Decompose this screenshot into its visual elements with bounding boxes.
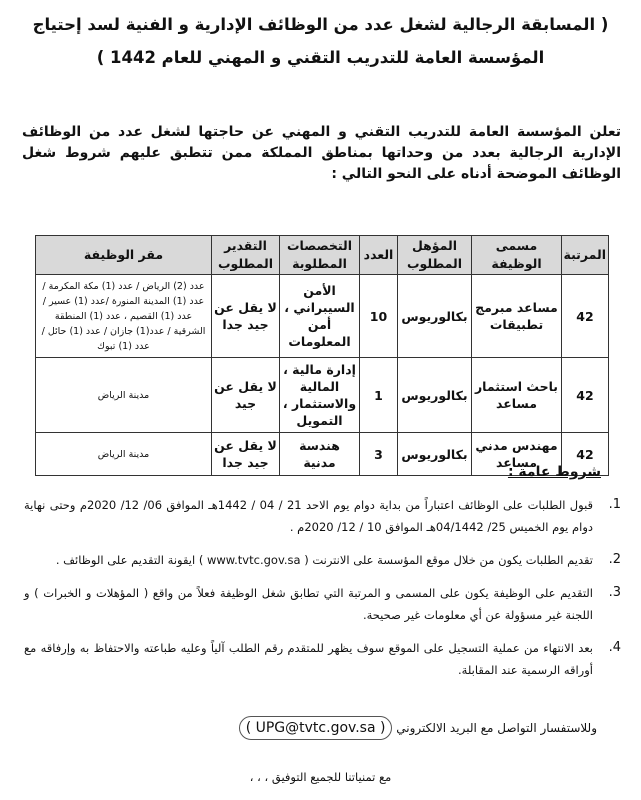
cell-specialties: هندسة مدنية bbox=[280, 433, 360, 476]
intro-paragraph: تعلن المؤسسة العامة للتدريب التقني و المهني عن حاجتها لشغل عدد من الوظائف الإدارية الرجالية بعدد من وحداتها بمناطق المملكة ممن تتطبق عليهم شروط شغل الوظائف الموضحة أدناه على النحو التالي : bbox=[22, 124, 621, 182]
cell-grade: لا يقل عن جيد جدا bbox=[212, 275, 280, 358]
header-job-title: مسمى الوظيفة bbox=[472, 236, 562, 275]
header-count: العدد bbox=[360, 236, 398, 275]
cell-count: 10 bbox=[360, 275, 398, 358]
title-line-2: المؤسسة العامة للتدريب التقني و المهني للعام 1442 ) bbox=[96, 48, 545, 67]
list-item bbox=[24, 494, 621, 538]
table-header-row bbox=[36, 236, 609, 275]
cell-qualification: بكالوريوس bbox=[398, 358, 472, 433]
item-text: قبول الطلبات على الوظائف اعتباراً من بداية دوام يوم الاحد 21 / 04 / 1442هـ الموافق 06/ 12/ 2020م وحتى نهاية دوام يوم الخميس 25/ 04/1442هـ الموافق 10 / 12/ 2020م . bbox=[24, 498, 594, 534]
list-item bbox=[24, 582, 621, 626]
header-grade: التقدير المطلوب bbox=[212, 236, 280, 275]
table-row bbox=[36, 358, 609, 433]
item-number: 4. bbox=[608, 640, 621, 655]
cell-rank: 42 bbox=[562, 358, 609, 433]
cell-rank: 42 bbox=[562, 275, 609, 358]
item-number: 2. bbox=[608, 552, 621, 567]
list-item bbox=[24, 549, 621, 571]
header-location: مقر الوظيفة bbox=[36, 236, 212, 275]
conditions-list bbox=[24, 494, 621, 692]
item-text: بعد الانتهاء من عملية التسجيل على الموقع سوف يظهر للمتقدم رقم الطلب آلياً وعليه طباعته والاحتفاظ به وإرفاقه مع أوراقه الرسمية عند المقابلة. bbox=[24, 641, 593, 677]
item-number: 3. bbox=[608, 585, 621, 600]
cell-location: عدد (2) الرياض / عدد (1) مكة المكرمة / عدد (1) المدينة المنورة /عدد (1) عسير /عدد (1) القصيم ، عدد (1) المنطقة الشرقية / عدد(1) جازان / عدد (1) حائل / عدد (1) تبوك bbox=[36, 275, 212, 358]
cell-count: 3 bbox=[360, 433, 398, 476]
cell-location: مدينة الرياض bbox=[36, 433, 212, 476]
cell-count: 1 bbox=[360, 358, 398, 433]
cell-location: مدينة الرياض bbox=[36, 358, 212, 433]
list-item bbox=[24, 637, 621, 681]
contact-line bbox=[239, 716, 597, 740]
cell-grade: لا يقل عن جيد جدا bbox=[212, 433, 280, 476]
header-qualification: المؤهل المطلوب bbox=[398, 236, 472, 275]
header-specialties: التخصصات المطلوبة bbox=[280, 236, 360, 275]
jobs-table bbox=[35, 235, 609, 476]
item-text: التقديم على الوظيفة يكون على المسمى و المرتبة التي تطابق شغل الوظيفة فعلاً من واقع ( المؤهلات و الخبرات ) و اللجنة غير مسؤولة عن أي معلومات غير صحيحة. bbox=[24, 586, 593, 622]
cell-specialties: الأمن السيبراني ، أمن المعلومات bbox=[280, 275, 360, 358]
cell-grade: لا يقل عن جيد bbox=[212, 358, 280, 433]
conditions-heading: شروط عامة : bbox=[507, 464, 601, 480]
table-row bbox=[36, 275, 609, 358]
closing-note: مع تمنياتنا للجميع التوفيق ، ، ، bbox=[249, 770, 392, 784]
title-line-1: ( المسابقة الرجالية لشغل عدد من الوظائف الإدارية و الفنية لسد إحتياج bbox=[32, 15, 609, 34]
cell-qualification: بكالوريوس bbox=[398, 275, 472, 358]
header-rank: المرتبة bbox=[562, 236, 609, 275]
contact-label: وللاستفسار التواصل مع البريد الالكتروني bbox=[396, 721, 597, 735]
cell-job-title: مساعد مبرمج تطبيقات bbox=[472, 275, 562, 358]
cell-rank: 42 bbox=[562, 433, 609, 476]
cell-job-title: مهندس مدني مساعد bbox=[472, 433, 562, 476]
announcement-title bbox=[20, 8, 621, 74]
cell-qualification: بكالوريوس bbox=[398, 433, 472, 476]
item-number: 1. bbox=[608, 497, 621, 512]
item-text: تقديم الطلبات يكون من خلال موقع المؤسسة على الانترنت ( www.tvtc.gov.sa ) ايقونة التقديم على الوظائف . bbox=[55, 553, 593, 567]
contact-email-link[interactable]: ( UPG@tvtc.gov.sa ) bbox=[239, 716, 393, 740]
cell-job-title: باحث استثمار مساعد bbox=[472, 358, 562, 433]
cell-specialties: إدارة مالية ، المالية والاستثمار ، التمويل bbox=[280, 358, 360, 433]
